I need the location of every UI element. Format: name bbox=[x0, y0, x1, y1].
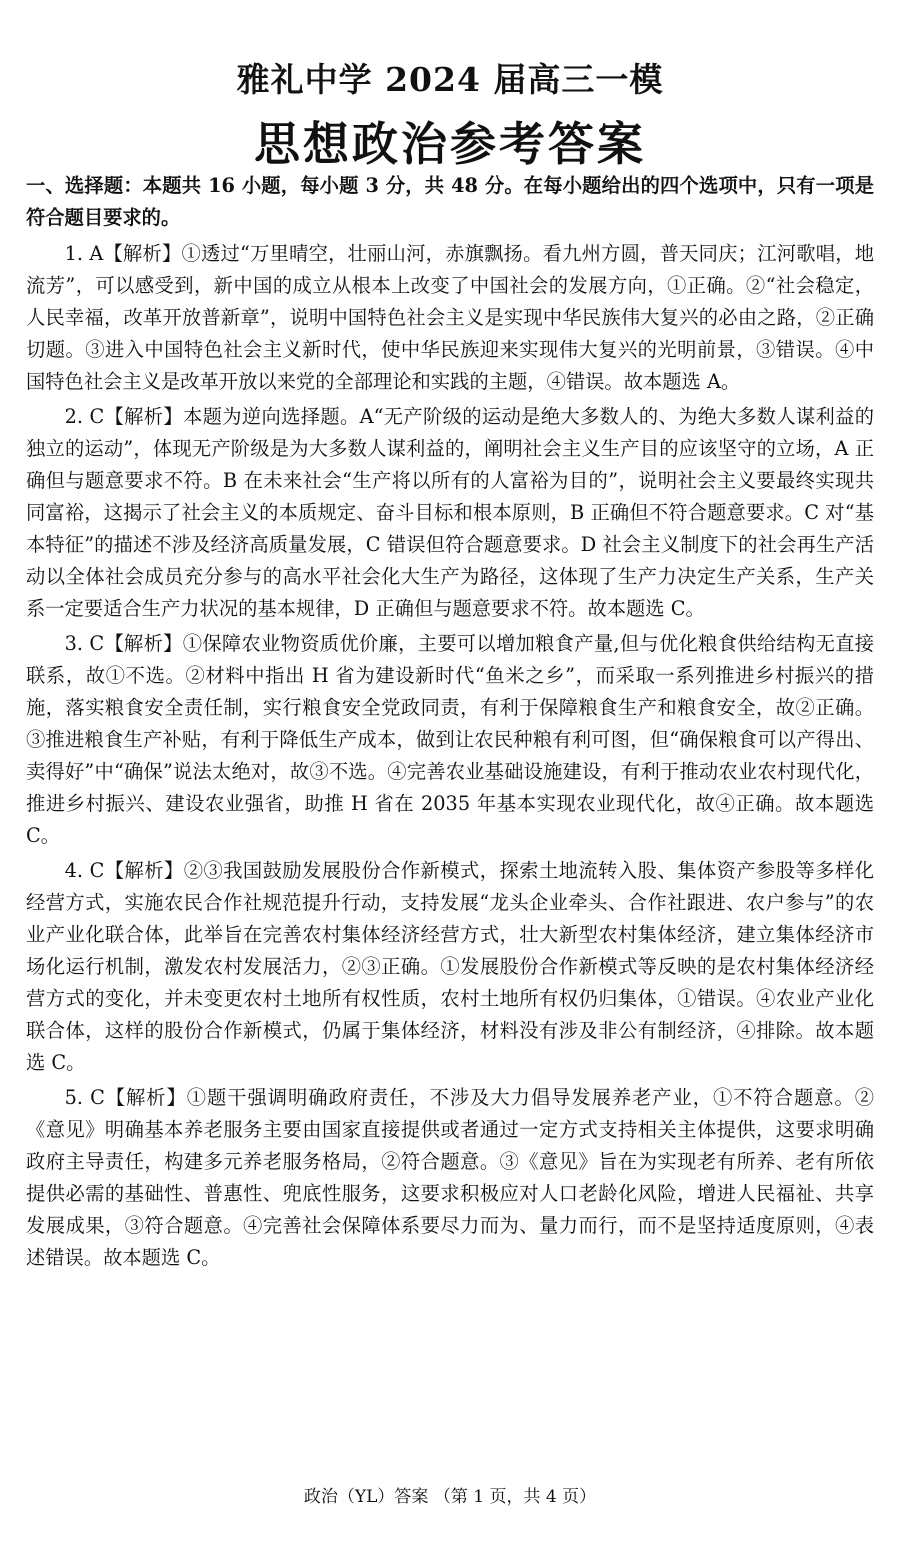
answer-item-2: 2. C【解析】本题为逆向选择题。A“无产阶级的运动是绝大多数人的、为绝大多数人谋利益的独立的运动”，体现无产阶级是为大多数人谋利益的，阐明社会主义生产目的应该坚守的立场，A 正确但与题意要求不符。B 在未来社会“生产将以所有的人富裕为目的”，说明社会主义要最终实现共同富裕，这揭示了社会主义的本质规定、奋斗目标和根本原则，B 正确但不符合题意要求。C 对“基本特征”的描述不涉及经济高质量发展，C 错误但符合题意要求。D 社会主义制度下的社会再生产活动以全体社会成员充分参与的高水平社会化大生产为路径，这体现了生产力决定生产关系，生产关系一定要适合生产力状况的基本规律，D 正确但与题意要求不符。故本题选 C。 bbox=[26, 405, 874, 620]
document-title: 雅礼中学 2024 届高三一模 bbox=[236, 60, 664, 99]
answer-item-3: 3. C【解析】①保障农业物资质优价廉，主要可以增加粮食产量,但与优化粮食供给结构无直接联系，故①不选。②材料中指出 H 省为建设新时代“鱼米之乡”，而采取一系列推进乡村振兴的措施，落实粮食安全责任制，实行粮食安全党政同责，有利于保障粮食生产和粮食安全，故②正确。③推进粮食生产补贴，有利于降低生产成本，做到让农民种粮有利可图，但“确保粮食可以产得出、卖得好”中“确保”说法太绝对，故③不选。④完善农业基础设施建设，有利于推动农业农村现代化，推进乡村振兴、建设农业强省，助推 H 省在 2035 年基本实现农业现代化，故④正确。故本题选 C。 bbox=[26, 632, 874, 847]
section-heading: 一、选择题：本题共 16 小题，每小题 3 分，共 48 分。在每小题给出的四个选项中，只有一项是符合题目要求的。 bbox=[26, 174, 874, 229]
answer-item-4: 4. C【解析】②③我国鼓励发展股份合作新模式，探索土地流转入股、集体资产参股等多样化经营方式，实施农民合作社规范提升行动，支持发展“龙头企业牵头、合作社跟进、农户参与”的农业产业化联合体，此举旨在完善农村集体经济经营方式，壮大新型农村集体经济，建立集体经济市场化运行机制，激发农村发展活力，②③正确。①发展股份合作新模式等反映的是农村集体经济经营方式的变化，并未变更农村土地所有权性质，农村土地所有权仍归集体，①错误。④农业产业化联合体，这样的股份合作新模式，仍属于集体经济，材料没有涉及非公有制经济，④排除。故本题选 C。 bbox=[26, 859, 874, 1074]
answer-content bbox=[26, 170, 874, 1274]
document-subtitle: 思想政治参考答案 bbox=[254, 117, 646, 171]
answer-item-1: 1. A【解析】①透过“万里晴空，壮丽山河，赤旗飘扬。看九州方圆，普天同庆；江河歌唱，地流芳”，可以感受到，新中国的成立从根本上改变了中国社会的发展方向，①正确。②“社会稳定，人民幸福，改革开放普新章”，说明中国特色社会主义是实现中华民族伟大复兴的必由之路，②正确切题。③进入中国特色社会主义新时代，使中华民族迎来实现伟大复兴的光明前景，③错误。④中国特色社会主义是改革开放以来党的全部理论和实践的主题，④错误。故本题选 A。 bbox=[26, 242, 874, 393]
page-footer: 政治（YL）答案 （第 1 页，共 4 页） bbox=[303, 1487, 597, 1507]
answer-item-5: 5. C【解析】①题干强调明确政府责任，不涉及大力倡导发展养老产业，①不符合题意。②《意见》明确基本养老服务主要由国家直接提供或者通过一定方式支持相关主体提供，这要求明确政府主导责任，构建多元养老服务格局，②符合题意。③《意见》旨在为实现老有所养、老有所依提供必需的基础性、普惠性、兜底性服务，这要求积极应对人口老龄化风险，增进人民福祉、共享发展成果，③符合题意。④完善社会保障体系要尽力而为、量力而行，而不是坚持适度原则，④表述错误。故本题选 C。 bbox=[26, 1086, 874, 1269]
